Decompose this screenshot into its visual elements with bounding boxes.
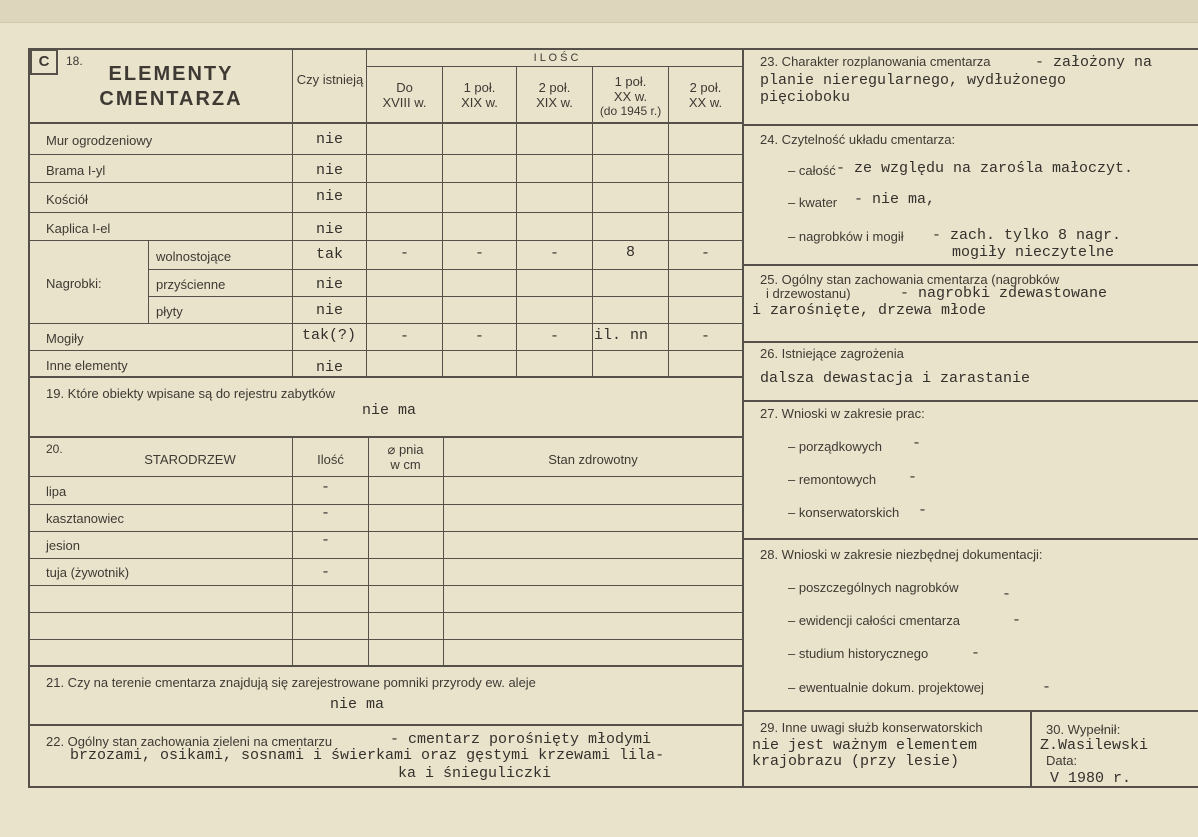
question-label: 22. Ogólny stan zachowania zieleni na cmentarzu: [46, 734, 333, 749]
row-label: Kościół: [46, 192, 88, 207]
period-header: 2 poł.: [538, 80, 571, 95]
period-header: XX w.: [613, 89, 648, 104]
answer-text: i zarośnięte, drzewa młode: [752, 302, 987, 319]
row-label: Mogiły: [46, 331, 84, 346]
period-header: XIX w.: [461, 95, 498, 110]
period-header: 2 poł.: [689, 80, 722, 95]
item-label: – ewidencji całości cmentarza: [788, 613, 960, 628]
row-label: Mur ogrodzeniowy: [46, 133, 153, 148]
question-label: 26. Istniejące zagrożenia: [760, 346, 904, 361]
answer-text: planie nieregularnego, wydłużonego: [760, 72, 1067, 89]
tree-quantity: -: [320, 479, 330, 496]
section-number: 18.: [66, 54, 83, 68]
quantity-cell: -: [399, 328, 409, 345]
period-header: (do 1945 r.): [599, 104, 662, 118]
date-label: Data:: [1046, 753, 1078, 768]
question-label: 21. Czy na terenie cmentarza znajdują się zarejestrowane pomniki przyrody ew. aleje: [46, 675, 536, 690]
row-label: Brama I-yl: [46, 163, 106, 178]
answer-text: -: [971, 645, 981, 662]
answer-text: -: [918, 502, 928, 519]
tree-name: kasztanowiec: [46, 511, 125, 526]
answer-text: pięcioboku: [760, 89, 851, 106]
answer-text: mogiły nieczytelne: [952, 244, 1115, 261]
period-header: 1 poł.: [463, 80, 496, 95]
exists-value: tak: [315, 246, 343, 263]
answer-text: brzozami, osikami, sosnami i świerkami oraz gęstymi krzewami lila-: [70, 747, 665, 764]
period-header: XX w.: [688, 95, 723, 110]
answer-text: -: [908, 469, 918, 486]
answer-text: -: [1042, 679, 1052, 696]
period-header: XVIII w.: [382, 95, 427, 110]
answer-text: - ze względu na zarośla małoczyt.: [836, 160, 1134, 177]
tree-quantity: -: [320, 564, 330, 581]
quantity-cell: -: [549, 245, 559, 262]
row-label: Inne elementy: [46, 358, 128, 373]
period-header: Do: [396, 80, 413, 95]
answer-text: - nie ma,: [854, 191, 936, 208]
answer-text: nie ma: [362, 402, 417, 419]
card-letter: C: [30, 49, 58, 75]
answer-text: -: [1002, 586, 1012, 603]
item-label: – nagrobków i mogił: [788, 229, 904, 244]
answer-text: - nagrobki zdewastowane: [900, 285, 1108, 302]
row-sublabel: płyty: [156, 304, 183, 319]
answer-text: - cmentarz porośnięty młodymi: [390, 731, 652, 748]
item-label: – remontowych: [788, 472, 877, 487]
answer-text: nie jest ważnym elementem: [752, 737, 978, 754]
col-header-ilosc: Ilość: [317, 452, 344, 467]
item-label: – kwater: [788, 195, 838, 210]
row-sublabel: wolnostojące: [156, 249, 232, 264]
question-label: 30. Wypełnił:: [1046, 722, 1121, 737]
col-header-diameter-text: pnia: [398, 442, 424, 457]
tree-name: lipa: [46, 484, 67, 499]
exists-value: nie: [315, 302, 343, 319]
col-header-ilosc: I L O Ś C: [533, 52, 579, 64]
period-header: 1 poł.: [614, 74, 647, 89]
question-label: 27. Wnioski w zakresie prac:: [760, 406, 925, 421]
section-number: 20.: [46, 442, 63, 456]
answer-text: nie ma: [330, 696, 385, 713]
exists-value: nie: [315, 221, 343, 238]
exists-value: nie: [315, 276, 343, 293]
exists-value: nie: [315, 162, 343, 179]
col-header-health: Stan zdrowotny: [548, 452, 638, 467]
tree-quantity: -: [320, 505, 330, 522]
answer-text: krajobrazu (przy lesie): [752, 753, 960, 770]
tree-name: jesion: [46, 538, 80, 553]
question-label: 19. Które obiekty wpisane są do rejestru zabytków: [46, 386, 336, 401]
answer-text: - założony na: [1035, 54, 1153, 71]
answer-text: -: [1012, 612, 1022, 629]
card-top-edge: [0, 0, 1198, 23]
col-header-diameter: [368, 442, 443, 457]
question-label: 23. Charakter rozplanowania cmentarza: [760, 54, 991, 69]
item-label: – konserwatorskich: [788, 505, 900, 520]
tree-quantity: -: [320, 532, 330, 549]
answer-text: ka i śnieguliczki: [398, 765, 552, 782]
quantity-cell: 8: [625, 244, 635, 261]
row-label: Nagrobki:: [46, 276, 102, 291]
quantity-cell: -: [474, 328, 484, 345]
period-header: XIX w.: [536, 95, 573, 110]
diameter-icon: ⌀: [387, 442, 396, 457]
quantity-cell: -: [700, 245, 710, 262]
row-label: Kaplica I-el: [46, 221, 111, 236]
question-label: 29. Inne uwagi służb konserwatorskich: [760, 720, 983, 735]
exists-value: nie: [315, 188, 343, 205]
question-label: 28. Wnioski w zakresie niezbędnej dokumentacji:: [760, 547, 1043, 562]
item-label: – studium historycznego: [788, 646, 929, 661]
filled-by-name: Z.Wasilewski: [1040, 737, 1149, 754]
answer-text: dalsza dewastacja i zarastanie: [760, 370, 1031, 387]
item-label: – całość: [788, 163, 836, 178]
quantity-cell: -: [474, 245, 484, 262]
row-sublabel: przyścienne: [156, 277, 226, 292]
col-header-diameter-unit: w cm: [390, 457, 421, 472]
question-label: 25. Ogólny stan zachowania cmentarza (nagrobków: [760, 272, 1060, 287]
exists-value: nie: [315, 359, 343, 376]
quantity-cell: il. nn: [594, 327, 649, 344]
item-label: – poszczególnych nagrobków: [788, 580, 959, 595]
answer-text: -: [912, 435, 922, 452]
col-header-exists: Czy istnieją: [296, 72, 364, 87]
question-label: i drzewostanu): [766, 286, 851, 301]
quantity-cell: -: [549, 328, 559, 345]
section-title: ELEMENTY: [108, 63, 234, 85]
answer-text: - zach. tylko 8 nagr.: [932, 227, 1122, 244]
date-value: V 1980 r.: [1050, 770, 1132, 787]
item-label: – ewentualnie dokum. projektowej: [788, 680, 984, 695]
tree-name: tuja (żywotnik): [46, 565, 130, 580]
quantity-cell: -: [399, 245, 409, 262]
item-label: – porządkowych: [788, 439, 882, 454]
section-title: CMENTARZA: [99, 88, 243, 110]
exists-value: tak(?): [301, 327, 356, 344]
quantity-cell: -: [700, 328, 710, 345]
question-label: 24. Czytelność układu cmentarza:: [760, 132, 956, 147]
section-title: STARODRZEW: [144, 452, 236, 467]
exists-value: nie: [315, 131, 343, 148]
